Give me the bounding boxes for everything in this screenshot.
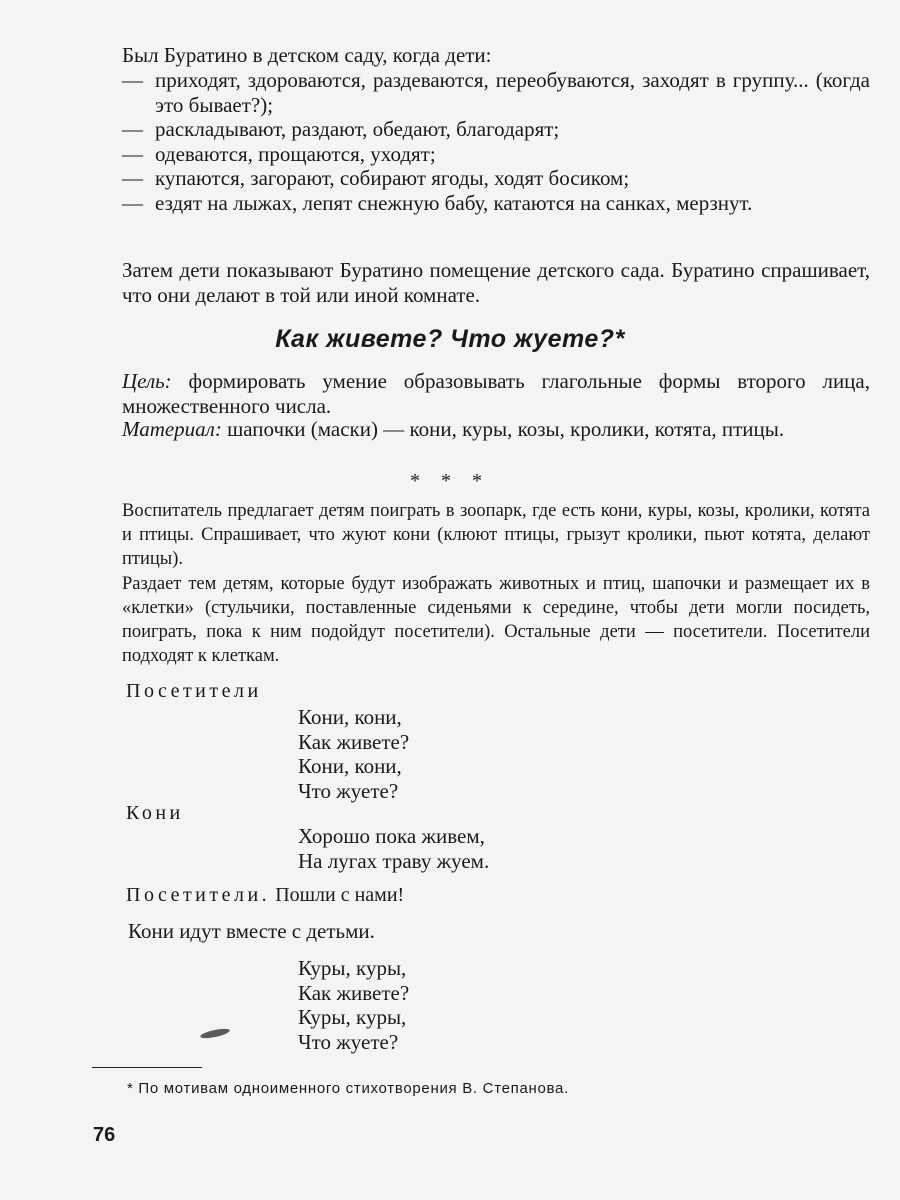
verse-horses-question: Кони, кони, Как живете? Кони, кони, Что жуете? bbox=[298, 705, 410, 803]
game-paragraph-2: Раздает тем детям, которые будут изображать животных и птиц, шапочки и размещает их в «клетки» (стульчики, поставленные сиденьями к середине, чтобы дети могли посидеть, поиграть, пока к ним подойдут посетители). Остальные дети — посетители. Посетители подходят к клеткам. bbox=[122, 574, 870, 666]
goal-paragraph bbox=[122, 369, 870, 418]
material-label: Материал: bbox=[122, 417, 222, 441]
goal-text: формировать умение образовывать глагольные формы второго лица, множественного числа. bbox=[122, 369, 870, 418]
list-item: — купаются, загорают, собирают ягоды, ходят босиком; bbox=[122, 166, 630, 190]
page-number: 76 bbox=[93, 1124, 116, 1146]
verse-horses-answer: Хорошо пока живем, На лугах траву жуем. bbox=[298, 824, 490, 873]
material-paragraph bbox=[122, 417, 870, 442]
footnote-rule bbox=[92, 1067, 202, 1068]
intro-after-paragraph: Затем дети показывают Буратино помещение детского сада. Буратино спрашивает, что они делают в той или иной комнате. bbox=[122, 258, 870, 307]
speaker-visitors-line: Посетители. Пошли с нами! bbox=[126, 884, 405, 906]
ink-smudge bbox=[200, 1027, 231, 1040]
section-title: Как живете? Что жуете?* bbox=[275, 325, 625, 353]
footnote: * По мотивам одноименного стихотворения В. Степанова. bbox=[127, 1080, 569, 1097]
speaker-visitors: Посетители bbox=[126, 680, 262, 702]
list-item: — раскладывают, раздают, обедают, благодарят; bbox=[122, 117, 560, 141]
list-item: — одеваются, прощаются, уходят; bbox=[122, 141, 436, 166]
goal-label: Цель: bbox=[122, 369, 172, 393]
activity-list bbox=[122, 68, 870, 215]
verse-hens-question: Куры, куры, Как живете? Куры, куры, Что жуете? bbox=[298, 956, 410, 1054]
intro-lead: Был Буратино в детском саду, когда дети: bbox=[122, 43, 492, 67]
material-text: шапочки (маски) — кони, куры, козы, кролики, котята, птицы. bbox=[221, 417, 785, 441]
list-item: — ездят на лыжах, лепят снежную бабу, катаются на санках, мерзнут. bbox=[122, 190, 753, 215]
stage-direction: Кони идут вместе с детьми. bbox=[128, 919, 375, 943]
game-paragraph-1: Воспитатель предлагает детям поиграть в зоопарк, где есть кони, куры, козы, кролики, котята и птицы. Спрашивает, что жуют кони (клюют птицы, грызут кролики, пьют котята, делают птицы). bbox=[122, 501, 870, 569]
list-item: — приходят, здороваются, раздеваются, переобуваются, заходят в группу... (когда это бывает?); bbox=[122, 68, 870, 117]
speaker-horses: Кони bbox=[126, 802, 184, 824]
section-divider: * * * bbox=[410, 470, 490, 492]
